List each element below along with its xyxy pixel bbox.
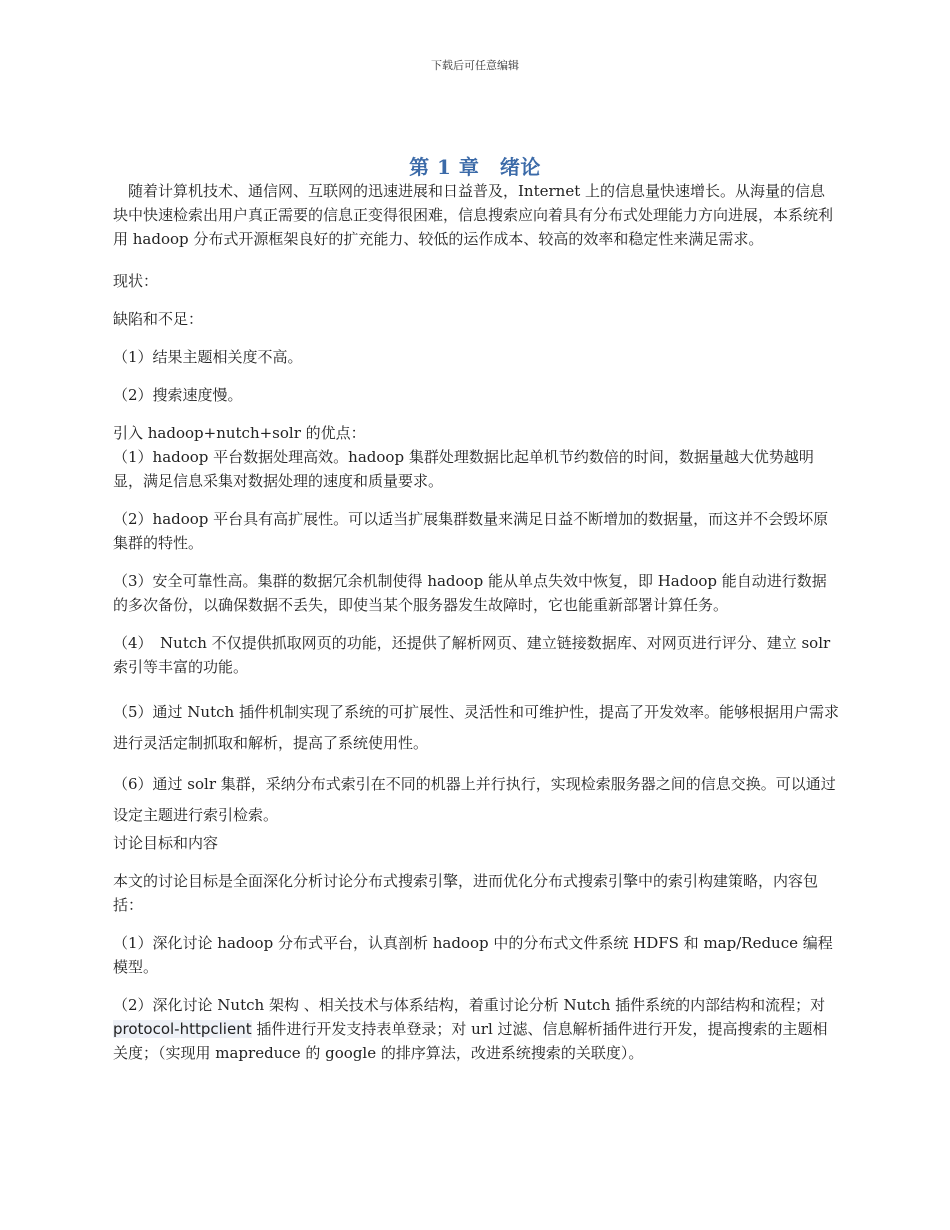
header-note: 下载后可任意编辑 [431, 59, 519, 72]
document-body [113, 179, 839, 1065]
research-item: （1）深化讨论 hadoop 分布式平台，认真剖析 hadoop 中的分布式文件系统 HDFS 和 map/Reduce 编程模型。 [113, 934, 833, 976]
research-item [113, 993, 839, 1065]
defect-item: （1）结果主题相关度不高。 [113, 348, 303, 366]
advantage-item: （3）安全可靠性高。集群的数据冗余机制使得 hadoop 能从单点失效中恢复，即 Hadoop 能自动进行数据的多次备份，以确保数据不丢失，即使当某个服务器发生故障时，它也能重新部署计算任务。 [113, 572, 827, 614]
advantage-item: （4） Nutch 不仅提供抓取网页的功能，还提供了解析网页、建立链接数据库、对网页进行评分、建立 solr 索引等丰富的功能。 [113, 634, 831, 676]
plugin-name: protocol-httpclient [113, 1020, 252, 1038]
research-goal: 本文的讨论目标是全面深化分析讨论分布式搜索引擎，进而优化分布式搜索引擎中的索引构建策略，内容包括： [113, 872, 819, 914]
advantage-item: （1）hadoop 平台数据处理高效。hadoop 集群处理数据比起单机节约数倍的时间，数据量越大优势越明显，满足信息采集对数据处理的速度和质量要求。 [113, 448, 814, 490]
advantage-item: （2）hadoop 平台具有高扩展性。可以适当扩展集群数量来满足日益不断增加的数据量，而这并不会毁坏原集群的特性。 [113, 510, 829, 552]
defects-label: 缺陷和不足： [113, 310, 204, 328]
chapter-title: 第 1 章 绪论 [409, 155, 541, 179]
status-label: 现状： [113, 272, 159, 290]
defect-item: （2）搜索速度慢。 [113, 386, 243, 404]
intro-paragraph: 随着计算机技术、通信网、互联网的迅速进展和日益普及，Internet 上的信息量快速增长。从海量的信息块中快速检索出用户真正需要的信息正变得很困难，信息搜索应向着具有分布式处理能力方向进展，本系统利用 hadoop 分布式开源框架良好的扩充能力、较低的运作成本、较高的效率和稳定性来满足需求。 [113, 182, 834, 248]
advantages-label: 引入 hadoop+nutch+solr 的优点： [113, 424, 366, 442]
advantage-item: （6）通过 solr 集群，采纳分布式索引在不同的机器上并行执行，实现检索服务器之间的信息交换。可以通过设定主题进行索引检索。 [113, 775, 836, 824]
research-label: 讨论目标和内容 [113, 834, 219, 852]
research-item-text: 插件进行开发支持表单登录；对 url 过滤、信息解析插件进行开发，提高搜索的主题相关度；（实现用 mapreduce 的 google 的排序算法，改进系统搜索的关联度）。 [113, 1020, 828, 1062]
advantage-item: （5）通过 Nutch 插件机制实现了系统的可扩展性、灵活性和可维护性，提高了开发效率。能够根据用户需求进行灵活定制抓取和解析，提高了系统使用性。 [113, 703, 839, 752]
research-item-text: （2）深化讨论 Nutch 架构 、相关技术与体系结构，着重讨论分析 Nutch 插件系统的内部结构和流程；对 [113, 996, 826, 1014]
